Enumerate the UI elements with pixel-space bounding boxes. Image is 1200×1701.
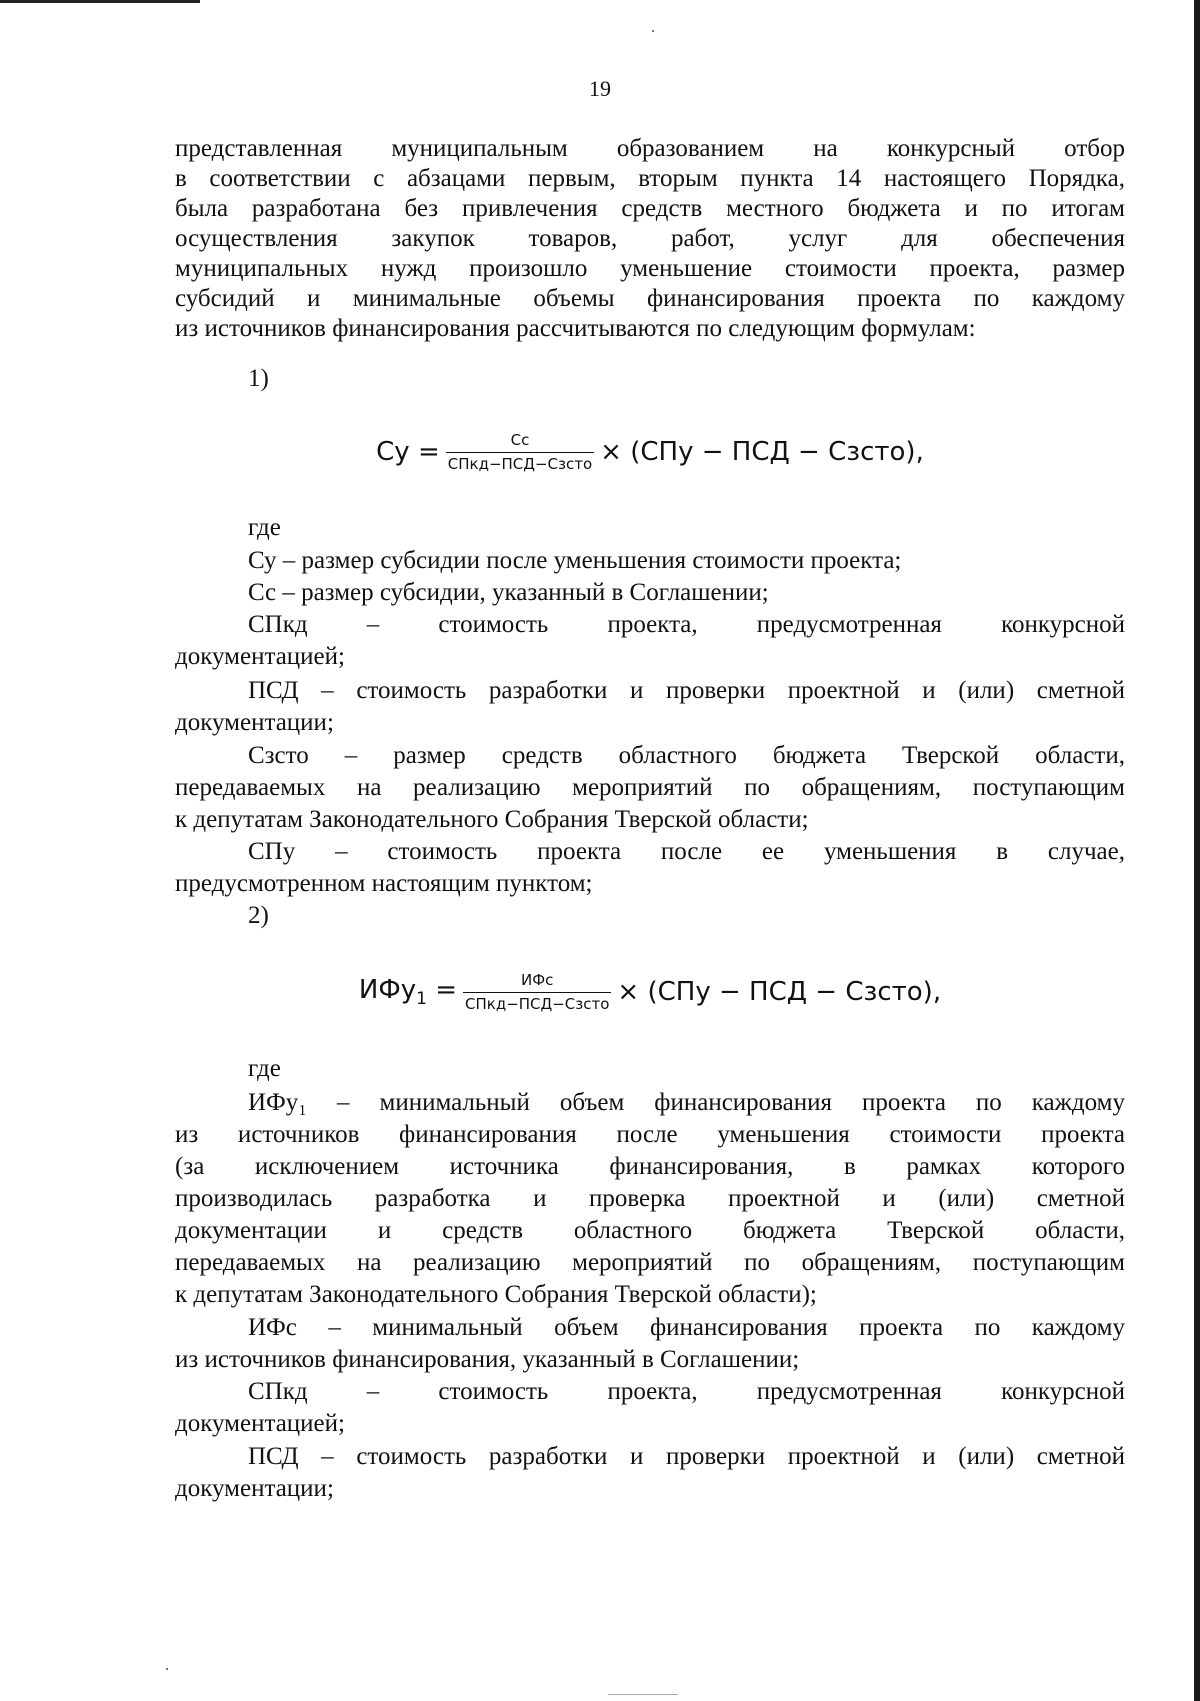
- scan-speck: [652, 30, 654, 32]
- paragraph-line: муниципальных нужд произошло уменьшение стоимости проекта, размер: [175, 255, 1125, 282]
- definition-line: передаваемых на реализацию мероприятий по обращениям, поступающим: [175, 774, 1125, 801]
- formula-rhs: × (СПу − ПСД − Сзсто),: [617, 977, 942, 1007]
- definition-line: ИФу₁ – минимальный объем финансирования проекта по каждому: [248, 1089, 1125, 1116]
- definition-line: СПу – стоимость проекта после ее уменьшения в случае,: [248, 838, 1125, 865]
- formula-2: [175, 960, 1125, 1024]
- formula-numerator: ИФс: [521, 970, 554, 989]
- definition-line: Су – размер субсидии после уменьшения стоимости проекта;: [248, 547, 902, 574]
- definition-line: документацией;: [175, 643, 345, 670]
- item-label: 2): [248, 902, 269, 929]
- definition-line: из источников финансирования после уменьшения стоимости проекта: [175, 1121, 1125, 1148]
- scan-edge-right: [1194, 0, 1200, 1701]
- definition-line: производилась разработка и проверка проектной и (или) сметной: [175, 1185, 1125, 1212]
- paragraph-line: из источников финансирования рассчитываются по следующим формулам:: [175, 315, 976, 342]
- paragraph-line: в соответствии с абзацами первым, вторым пункта 14 настоящего Порядка,: [175, 165, 1125, 192]
- paragraph-line: была разработана без привлечения средств местного бюджета и по итогам: [175, 195, 1125, 222]
- paragraph-line: представленная муниципальным образованием на конкурсный отбор: [175, 135, 1125, 162]
- definition-line: документации;: [175, 709, 334, 736]
- formula-numerator: Сс: [510, 430, 530, 449]
- item-label: 1): [248, 365, 269, 392]
- definition-line: Сзсто – размер средств областного бюджета Тверской области,: [248, 742, 1125, 769]
- definition-line: ПСД – стоимость разработки и проверки проектной и (или) сметной: [248, 677, 1125, 704]
- definition-line: к депутатам Законодательного Собрания Тверской области);: [175, 1281, 817, 1308]
- formula-fraction: [446, 432, 594, 473]
- formula-1: [175, 420, 1125, 484]
- where-label: где: [248, 1055, 281, 1082]
- scan-speck: [608, 1694, 678, 1695]
- scan-speck: [166, 1668, 168, 1670]
- where-label: где: [248, 514, 281, 541]
- formula-rhs: × (СПу − ПСД − Сзсто),: [600, 437, 924, 467]
- definition-line: ИФс – минимальный объем финансирования проекта по каждому: [248, 1314, 1125, 1341]
- formula-lhs: Су =: [376, 437, 440, 467]
- definition-line: документации и средств областного бюджета Тверской области,: [175, 1217, 1125, 1244]
- definition-line: СПкд – стоимость проекта, предусмотренная конкурсной: [248, 611, 1125, 638]
- paragraph-line: субсидий и минимальные объемы финансирования проекта по каждому: [175, 285, 1125, 312]
- definition-line: передаваемых на реализацию мероприятий по обращениям, поступающим: [175, 1249, 1125, 1276]
- formula-denominator: СПкд−ПСД−Сзсто: [465, 994, 610, 1013]
- definition-line: документации;: [175, 1475, 334, 1502]
- formula-denominator: СПкд−ПСД−Сзсто: [447, 454, 593, 473]
- paragraph-line: осуществления закупок товаров, работ, услуг для обеспечения: [175, 225, 1125, 252]
- definition-line: ПСД – стоимость разработки и проверки проектной и (или) сметной: [248, 1443, 1125, 1470]
- definition-line: из источников финансирования, указанный в Соглашении;: [175, 1346, 800, 1373]
- formula-fraction: [463, 972, 611, 1013]
- definition-line: СПкд – стоимость проекта, предусмотренная конкурсной: [248, 1378, 1125, 1405]
- definition-line: (за исключением источника финансирования, в рамках которого: [175, 1153, 1125, 1180]
- definition-line: документацией;: [175, 1410, 345, 1437]
- definition-line: предусмотренном настоящим пунктом;: [175, 870, 593, 897]
- scan-edge-top: [0, 0, 200, 3]
- formula-lhs: ИФу$_1$ =: [358, 974, 458, 1010]
- definition-line: Сс – размер субсидии, указанный в Соглашении;: [248, 579, 769, 606]
- definition-line: к депутатам Законодательного Собрания Тверской области;: [175, 806, 809, 833]
- page-number: 19: [589, 76, 611, 101]
